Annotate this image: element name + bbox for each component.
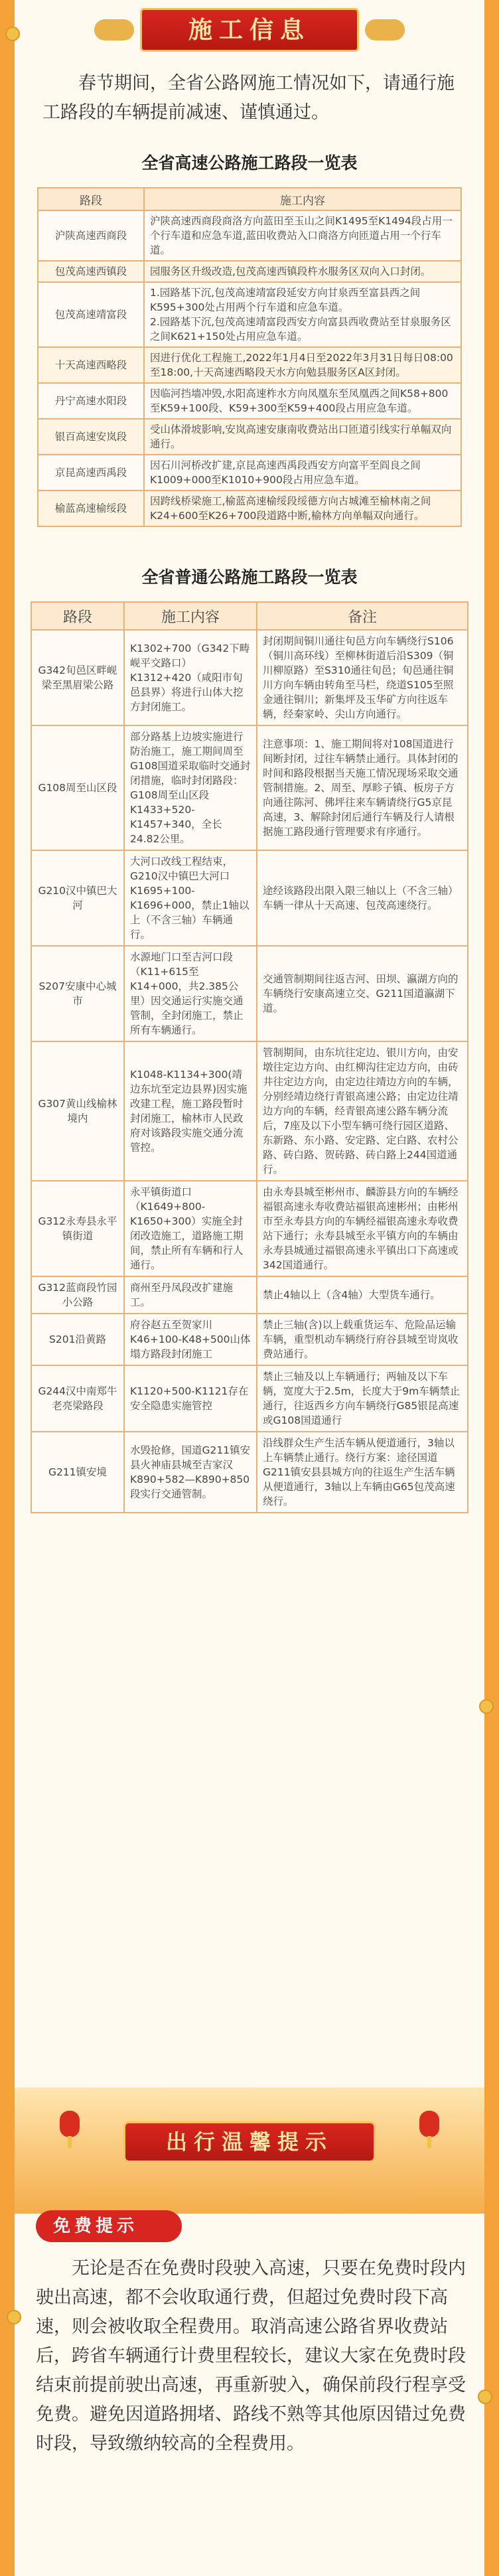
cell-road: G312蓝商段竹园小公路 <box>31 1276 124 1314</box>
table-row <box>31 630 468 725</box>
header-remark: 备注 <box>257 602 468 630</box>
free-tips-text: 无论是否在免费时段驶入高速，只要在免费时段内驶出高速，都不会收取通行费，但超过免费时段下高速，则会被收取全程费用。取消高速公路省界收费站后，跨省车辆通行计费里程较长，建议大家在免费时段结束前提前驶出高速，再重新驶入，确保前段行程享受免费。避免因道路拥堵、路线不熟等其他原因错过免费时段，导致缴纳较高的全程费用。 <box>36 2258 466 2454</box>
cell-road: 包茂高速西镇段 <box>38 261 144 282</box>
cell-remark: 交通管制期间往返吉河、田坝、瀛湖方向的车辆绕行安康高速立交、G211国道瀛湖下道。 <box>257 946 468 1041</box>
cell-road: 丹宁高速水阳段 <box>38 383 144 419</box>
table-row <box>31 1181 468 1276</box>
table-row <box>31 1276 468 1314</box>
coin-icon <box>5 27 20 41</box>
cell-road: 银百高速安岚段 <box>38 419 144 455</box>
cell-road: G108周至山区段 <box>31 725 124 850</box>
cell-content: 部分路基上边坡实施进行防治施工，施工期间周至G108国道采取临时交通封闭措施，临时封闭路段：G108周至山区段K1433+520-K1457+340，全长24.82公里。 <box>124 725 257 850</box>
table-row <box>31 850 468 946</box>
cell-remark: 禁止4轴以上（含4轴）大型货车通行。 <box>257 1276 468 1314</box>
table-row <box>31 1365 468 1432</box>
table-row <box>38 261 461 282</box>
cell-content: 永平镇街道口（K1649+800-K1650+300）实施全封闭改造施工，道路施工期间，禁止所有车辆和行人通行。 <box>124 1181 257 1276</box>
lantern-icon <box>419 2111 439 2137</box>
cell-road: G307黄山线榆林境内 <box>31 1041 124 1181</box>
cell-road: 京昆高速西禹段 <box>38 455 144 491</box>
cell-remark: 禁止三轴及以上车辆通行；两轴及以下车辆，宽度大于2.5m，长度大于9m车辆禁止通行，往返西乡方向车辆绕行G85银昆高速或G108国道通行 <box>257 1365 468 1432</box>
table-row <box>31 946 468 1041</box>
cell-road: 沪陕高速西商段 <box>38 210 144 261</box>
cell-remark: 管制期间，由东坑往定边、银川方向，由安墩往定边方向、由红柳沟往定边方向，由砖井往定边方向，由定边往靖边方向的车辆，分别经靖边绕行青银高速公路；由定边往靖边方向的车辆，经青银高速公路车辆分流后，7座及以下小型车辆可绕行园区道路、东新路、东小路、安定路、定白路、农村公路、砖白路、贺砖路、砖白路上244国道通行。 <box>257 1041 468 1181</box>
cell-content: 因石川河桥改扩建,京昆高速西禹段西安方向富平至阎良之间K1009+000至K1010+900段占用应急车道。 <box>144 455 461 491</box>
cell-road: S207安康中心城市 <box>31 946 124 1041</box>
cell-content: 大河口改线工程结束，G210汉中镇巴大河口K1695+100-K1696+000，禁止1轴以上（不含三轴）车辆通行。 <box>124 850 257 946</box>
highway-table-caption: 全省高速公路施工路段一览表 <box>141 153 358 173</box>
coin-icon <box>479 1699 494 1714</box>
cell-content: 园服务区升级改造,包茂高速西镇段杵水服务区双向入口封闭。 <box>144 261 461 282</box>
cell-content: 府谷赵五至贺家川K46+100-K48+500山体塌方路段封闭施工 <box>124 1314 257 1365</box>
cell-remark: 封闭期间铜川通往旬邑方向车辆绕行S106（铜川高环线）至柳林街道后沿S309（铜川柳原路）至S310通往旬邑；旬邑通往铜川方向车辆由转角至马栏，绕道S105至照金通往铜川；新集坪及玉华矿方向往返车辆，经秦家岭、尖山方向通行。 <box>257 630 468 725</box>
table-row <box>31 1314 468 1365</box>
highway-table <box>37 187 462 527</box>
cell-content: K1302+700（G342下畴岘平交路口）K1312+420（咸阳市旬邑县界）将进行山体大挖方封闭施工。 <box>124 630 257 725</box>
table-row <box>31 1041 468 1181</box>
intro-text: 春节期间，全省公路网施工情况如下，请通行施工路段的车辆提前减速、谨慎通过。 <box>42 73 455 123</box>
cell-content: 水源地门口至吉河口段（K11+615至K14+000，共2.385公里）因交通运行实施交通管制，全封闭施工，禁止所有车辆通行。 <box>124 946 257 1041</box>
table-row <box>38 383 461 419</box>
cell-remark: 注意事项：1、施工期间将对108国道进行间断封闭，过往车辆禁止通行。具体封闭的时间和路段根据当天施工情况现场采取交通管制措施。2、周至、厚畛子镇、板房子方向通往陈河、佛坪往来车辆请绕行G5京昆高速，3、解除封闭后通行车辆及行人请根据施工路段通行管理要求有序通行。 <box>257 725 468 850</box>
table-row <box>38 455 461 491</box>
cell-road: G210汉中镇巴大河 <box>31 850 124 946</box>
header-road: 路段 <box>38 188 144 210</box>
header-road: 路段 <box>31 602 124 630</box>
section-title-travel-tips: 出行温馨提示 <box>123 2121 376 2162</box>
coin-icon <box>478 2389 492 2404</box>
cell-remark: 由永寿县城至彬州市、麟游县方向的车辆经福银高速永寿收费站福银高速彬州；由彬州市至永寿县方向的车辆经福银高速永寿收费站下通行；永寿县城至永平镇方向的车辆由永寿县城通过福银高速永平镇出口下高速或342国道通行。 <box>257 1181 468 1276</box>
cell-road: 十天高速西略段 <box>38 347 144 383</box>
cell-road: G342旬邑区畔岘梁至黑眉梁公路 <box>31 630 124 725</box>
section-construction <box>15 0 484 1513</box>
cell-remark: 途经该路段出限入限三轴以上（不含三轴）车辆一律从十天高速、包茂高速绕行。 <box>257 850 468 946</box>
table-header-row <box>38 188 461 210</box>
cell-content: 商州至丹凤段改扩建施工。 <box>124 1276 257 1314</box>
table-row <box>38 282 461 347</box>
cell-road: 榆蓝高速榆绥段 <box>38 491 144 526</box>
coin-icon <box>7 2310 21 2324</box>
cell-content: 水毁抢修，国道G211镇安县火神庙县城至吉家汉K890+582—K890+850段实行交通管制。 <box>124 1432 257 1513</box>
cell-content: 因跨线桥梁施工,榆蓝高速榆绥段绥德方向古城滩至榆林南之间K24+600至K26+700段道路中断,榆林方向单幅双向通行。 <box>144 491 461 526</box>
table-row <box>38 419 461 455</box>
ordinary-road-table <box>31 601 468 1513</box>
header-content: 施工内容 <box>144 188 461 210</box>
cell-road: G312永寿县永平镇街道 <box>31 1181 124 1276</box>
cell-content: K1120+500-K1121存在安全隐患实施管控 <box>124 1365 257 1432</box>
cell-remark: 沿线群众生产生活车辆从便道通行，3轴以上车辆禁止通行。绕行方案：途径国道G211镇安县县城方向的往返生产生活车辆从便道通行，3轴以上车辆由G65包茂高速绕行。 <box>257 1432 468 1513</box>
section-title-construction: 施工信息 <box>140 8 359 52</box>
table-row <box>38 347 461 383</box>
cell-content: 因临河挡墙冲毁,水阳高速柞水方向凤凰东至凤凰西之间K58+800至K59+100段、K59+300至K59+400段占用应急车道。 <box>144 383 461 419</box>
cell-content: 受山体滑坡影响,安岚高速安康南收费站出口匝道引线实行单幅双向通行。 <box>144 419 461 455</box>
cell-content: K1048-K1134+300(靖边东坑至定边县界)因实施改建工程，施工路段暂时封闭施工，榆林市人民政府对该路段实施交通分流管控。 <box>124 1041 257 1181</box>
ordinary-road-table-caption: 全省普通公路施工路段一览表 <box>141 568 358 587</box>
cell-road: G211镇安境 <box>31 1432 124 1513</box>
table-header-row <box>31 602 468 630</box>
table-row <box>38 491 461 526</box>
cell-content: 沪陕高速西商段商洛方向蓝田至玉山之间K1495至K1494段占用一个行车道和应急车道,蓝田收费站入口商洛方向匝道占用一个行车道。 <box>144 210 461 261</box>
cell-content: 1.园路基下沉,包茂高速靖富段延安方向甘泉西至富县西之间K595+300处占用两个行车道和应急车道。 2.园路基下沉,包茂高速靖富段西安方向富县西收费站至甘泉服务区之间K621+150处占用应急车道。 <box>144 282 461 347</box>
table-row <box>38 210 461 261</box>
cell-road: S201沿黄路 <box>31 1314 124 1365</box>
cell-remark: 禁止三轴(含)以上载重货运车、危险品运输车辆，重型机动车辆绕行府谷县城至岢岚收费站通行。 <box>257 1314 468 1365</box>
cell-road: G244汉中南郑牛老亮梁路段 <box>31 1365 124 1432</box>
cell-content: 因进行优化工程施工,2022年1月4日至2022年3月31日每日08:00至18:00,十天高速西略段天水方向勉县服务区A区封闭。 <box>144 347 461 383</box>
lantern-icon <box>60 2111 80 2137</box>
table-row <box>31 725 468 850</box>
free-tips-tag: 免费提示 <box>36 2210 182 2242</box>
cell-road: 包茂高速靖富段 <box>38 282 144 347</box>
header-content: 施工内容 <box>124 602 257 630</box>
table-row <box>31 1432 468 1513</box>
